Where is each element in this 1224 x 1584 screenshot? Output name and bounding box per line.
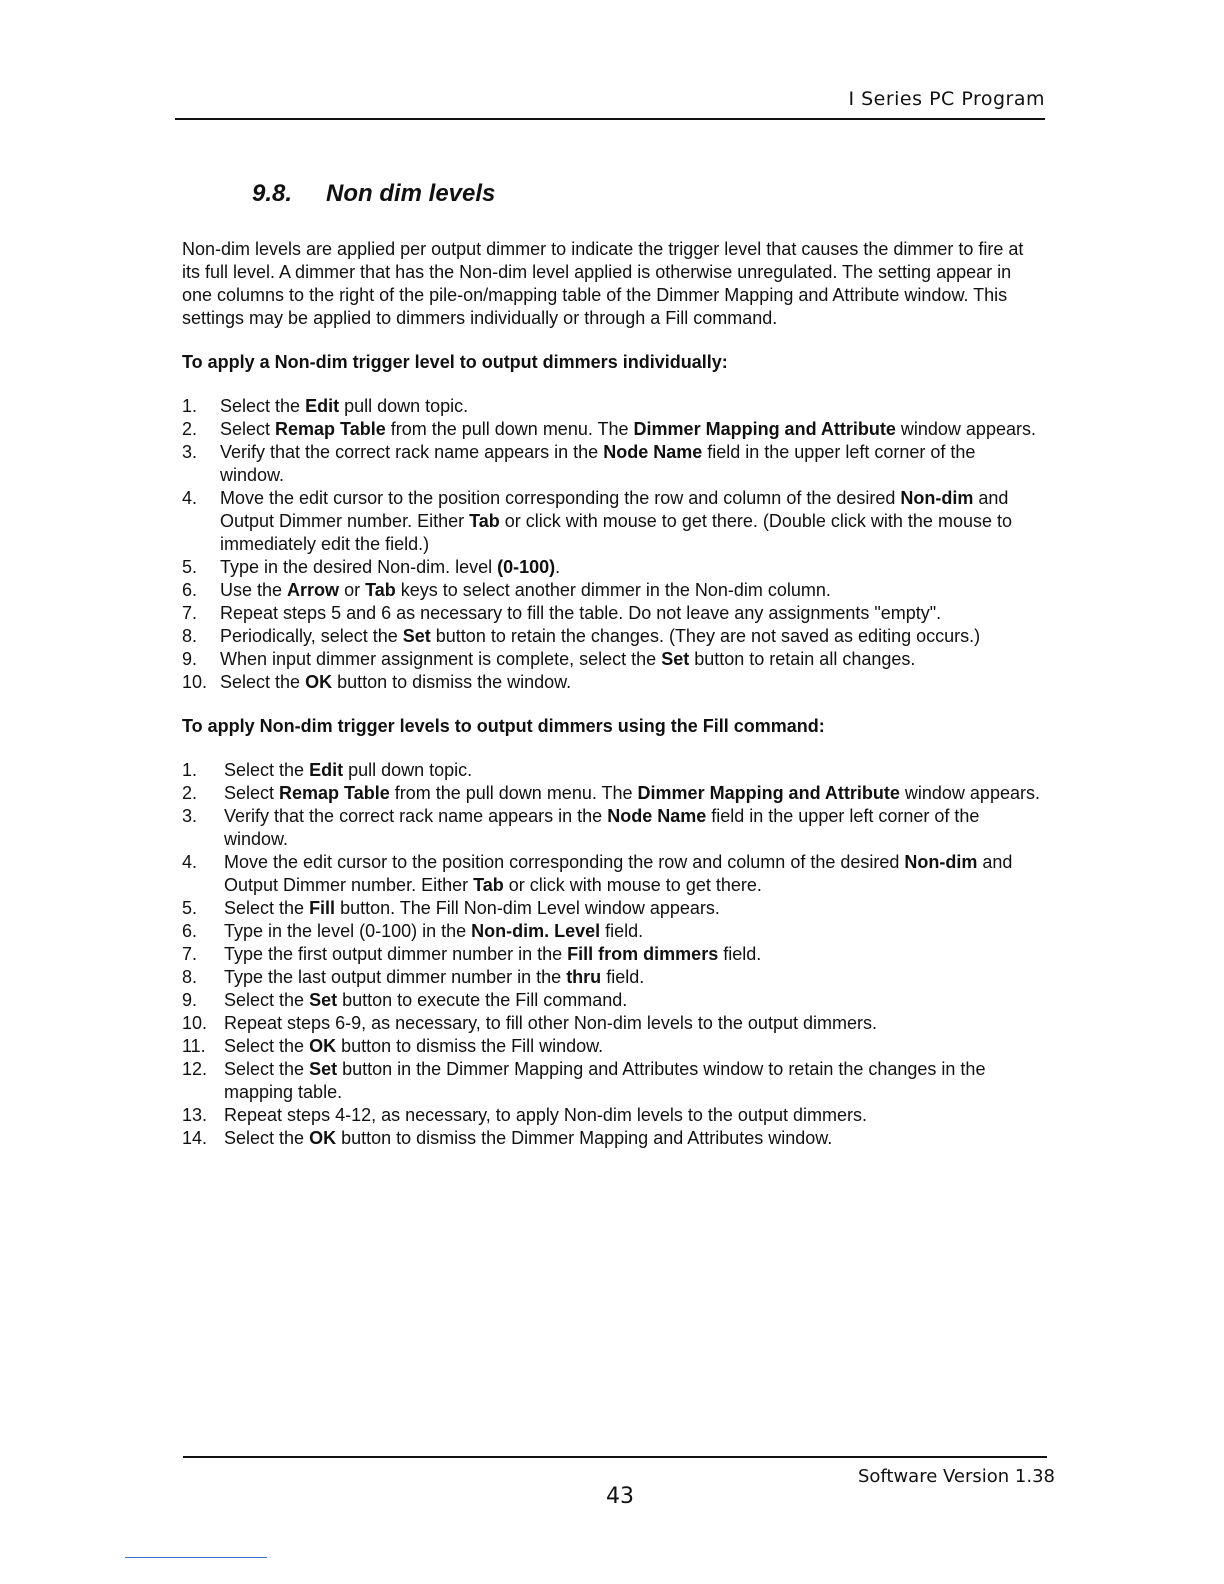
step-number: 11. — [182, 1036, 206, 1056]
step-text: pull down topic. — [343, 760, 473, 780]
list-item — [182, 395, 1042, 418]
step-number: 7. — [182, 603, 198, 623]
step-number: 3. — [182, 442, 198, 462]
step-keyword: Non-dim — [900, 488, 974, 508]
step-text: When input dimmer assignment is complete, select the — [220, 649, 662, 669]
step-text: Move the edit cursor to the position corresponding the row and column of the desired — [224, 852, 905, 872]
step-text: field in the upper left corner of the window. — [224, 806, 980, 849]
list-item — [182, 851, 1042, 897]
step-number: 5. — [182, 898, 198, 918]
step-text: from the pull down menu. The — [389, 783, 638, 803]
step-keyword: Set — [309, 1059, 338, 1079]
step-text: button to execute the Fill command. — [337, 990, 628, 1010]
step-keyword: Dimmer Mapping and Attribute — [633, 419, 896, 439]
scan-artifact-line — [125, 1557, 267, 1558]
step-keyword: thru — [566, 967, 602, 987]
step-number: 10. — [182, 672, 208, 692]
section-heading: Non dim levels — [326, 180, 496, 207]
step-text: Type in the desired Non-dim. level — [220, 557, 498, 577]
step-text: or — [339, 580, 366, 600]
step-text: Select — [224, 783, 280, 803]
step-number: 8. — [182, 626, 198, 646]
step-number: 12. — [182, 1059, 208, 1079]
list-item — [182, 1012, 1042, 1035]
step-text: from the pull down menu. The — [385, 419, 634, 439]
step-text: Select the — [224, 1059, 310, 1079]
step-text: window appears. — [899, 783, 1040, 803]
list-item — [182, 1058, 1042, 1104]
step-text: field in the upper left corner of the window. — [220, 442, 976, 485]
step-text: Use the — [220, 580, 288, 600]
step-text: button to dismiss the window. — [332, 672, 572, 692]
step-number: 8. — [182, 967, 198, 987]
page-header: I Series PC Program — [848, 88, 1045, 110]
step-number: 1. — [182, 760, 198, 780]
list-item — [182, 782, 1042, 805]
section-title — [252, 180, 495, 208]
list-item — [182, 648, 1042, 671]
main-content — [182, 238, 1042, 1171]
section-number: 9.8. — [252, 180, 293, 207]
page-number: 43 — [606, 1484, 634, 1509]
procedure-fill-steps — [182, 759, 1042, 1150]
step-text: button in the Dimmer Mapping and Attributes window to retain the changes in the mapping table. — [224, 1059, 986, 1102]
step-number: 2. — [182, 783, 198, 803]
step-keyword: Set — [402, 626, 431, 646]
step-text: or click with mouse to get there. (Double click with the mouse to immediately edit the field.) — [220, 511, 1012, 554]
step-text: field. — [601, 967, 645, 987]
procedure-individual-heading: To apply a Non-dim trigger level to output dimmers individually: — [182, 352, 728, 372]
step-number: 13. — [182, 1105, 208, 1125]
footer-divider — [183, 1456, 1047, 1458]
step-text: Select the — [220, 672, 306, 692]
step-number: 1. — [182, 396, 198, 416]
step-keyword: Set — [309, 990, 338, 1010]
step-text: Verify that the correct rack name appears in the — [220, 442, 604, 462]
step-keyword: Tab — [473, 875, 504, 895]
list-item — [182, 1127, 1042, 1150]
step-keyword: Non-dim — [904, 852, 978, 872]
step-number: 5. — [182, 557, 198, 577]
step-text: field. — [718, 944, 762, 964]
list-item — [182, 920, 1042, 943]
step-keyword: OK — [309, 1128, 337, 1148]
step-text: button to dismiss the Fill window. — [336, 1036, 604, 1056]
software-version: Software Version 1.38 — [857, 1466, 1055, 1487]
step-text: Repeat steps 6-9, as necessary, to fill other Non-dim levels to the output dimmers. — [224, 1013, 877, 1033]
step-text: . — [555, 557, 561, 577]
list-item — [182, 487, 1042, 556]
step-keyword: Arrow — [287, 580, 340, 600]
step-number: 9. — [182, 990, 198, 1010]
list-item — [182, 1104, 1042, 1127]
step-text: Repeat steps 4-12, as necessary, to apply Non-dim levels to the output dimmers. — [224, 1105, 867, 1125]
step-text: keys to select another dimmer in the Non-dim column. — [395, 580, 831, 600]
step-text: Move the edit cursor to the position corresponding the row and column of the desired — [220, 488, 901, 508]
step-keyword: Dimmer Mapping and Attribute — [637, 783, 900, 803]
list-item — [182, 441, 1042, 487]
list-item — [182, 602, 1042, 625]
step-keyword: OK — [309, 1036, 337, 1056]
step-text: Select — [220, 419, 276, 439]
step-text: button to retain the changes. (They are not saved as editing occurs.) — [430, 626, 981, 646]
list-item — [182, 556, 1042, 579]
step-keyword: Edit — [305, 396, 340, 416]
step-text: or click with mouse to get there. — [503, 875, 762, 895]
list-item — [182, 989, 1042, 1012]
step-text: button. The Fill Non-dim Level window appears. — [335, 898, 720, 918]
list-item — [182, 759, 1042, 782]
step-number: 4. — [182, 488, 198, 508]
step-keyword: Remap Table — [275, 419, 386, 439]
step-text: Type the last output dimmer number in the — [224, 967, 567, 987]
step-text: Select the — [224, 990, 310, 1010]
step-text: and Output Dimmer number. Either — [224, 852, 1013, 895]
step-text: Type in the level (0-100) in the — [224, 921, 472, 941]
step-number: 6. — [182, 580, 198, 600]
step-number: 10. — [182, 1013, 208, 1033]
step-number: 4. — [182, 852, 198, 872]
step-text: Select the — [224, 760, 310, 780]
step-keyword: Fill from dimmers — [567, 944, 719, 964]
list-item — [182, 418, 1042, 441]
step-keyword: Remap Table — [279, 783, 390, 803]
step-text: Select the — [224, 1036, 310, 1056]
step-keyword: Set — [661, 649, 690, 669]
step-text: Select the — [224, 1128, 310, 1148]
step-keyword: Tab — [469, 511, 500, 531]
step-text: Type the first output dimmer number in the — [224, 944, 568, 964]
list-item — [182, 805, 1042, 851]
step-text: pull down topic. — [339, 396, 469, 416]
step-keyword: Edit — [309, 760, 344, 780]
step-text: Select the — [224, 898, 310, 918]
intro-paragraph: Non-dim levels are applied per output dimmer to indicate the trigger level that causes the dimmer to fire at its full level. A dimmer that has the Non-dim level applied is otherwise unregulated. The setting appear in one columns to the right of the pile-on/mapping table of the Dimmer Mapping and Attribute window. This settings may be applied to dimmers individually or through a Fill command. — [182, 239, 1024, 328]
step-keyword: Node Name — [603, 442, 703, 462]
step-number: 2. — [182, 419, 198, 439]
step-number: 6. — [182, 921, 198, 941]
step-number: 9. — [182, 649, 198, 669]
step-number: 14. — [182, 1128, 208, 1148]
procedure-individual-steps — [182, 395, 1042, 694]
step-number: 3. — [182, 806, 198, 826]
list-item — [182, 671, 1042, 694]
step-text: Select the — [220, 396, 306, 416]
list-item — [182, 1035, 1042, 1058]
step-text: window appears. — [895, 419, 1036, 439]
step-keyword: Fill — [309, 898, 336, 918]
step-keyword: OK — [305, 672, 333, 692]
step-keyword: Tab — [365, 580, 396, 600]
procedure-fill-heading: To apply Non-dim trigger levels to output dimmers using the Fill command: — [182, 716, 825, 736]
step-text: field. — [600, 921, 644, 941]
step-number: 7. — [182, 944, 198, 964]
list-item — [182, 625, 1042, 648]
step-keyword: (0-100) — [497, 557, 556, 577]
list-item — [182, 943, 1042, 966]
header-divider — [175, 118, 1045, 120]
step-text: button to retain all changes. — [689, 649, 916, 669]
step-keyword: Node Name — [607, 806, 707, 826]
list-item — [182, 579, 1042, 602]
step-text: and Output Dimmer number. Either — [220, 488, 1009, 531]
step-text: Verify that the correct rack name appears in the — [224, 806, 608, 826]
step-keyword: Non-dim. Level — [471, 921, 601, 941]
step-text: Periodically, select the — [220, 626, 403, 646]
step-text: Repeat steps 5 and 6 as necessary to fill the table. Do not leave any assignments "empty". — [220, 603, 942, 623]
step-text: button to dismiss the Dimmer Mapping and Attributes window. — [336, 1128, 833, 1148]
list-item — [182, 897, 1042, 920]
list-item — [182, 966, 1042, 989]
